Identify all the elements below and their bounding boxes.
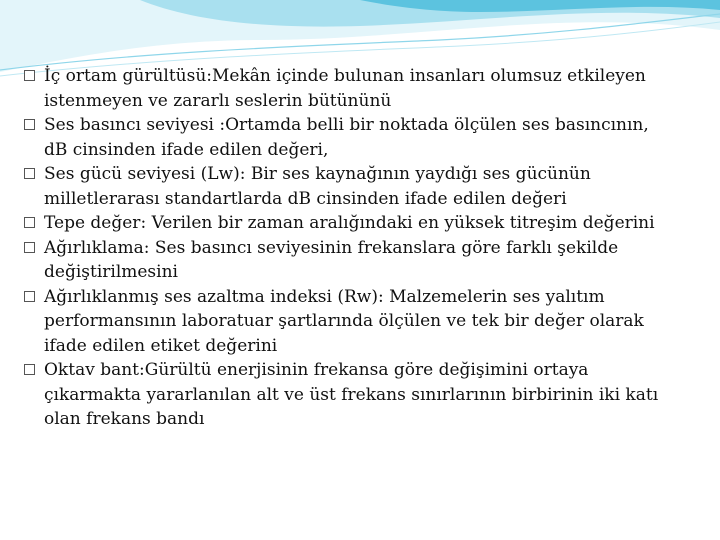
bullet-checkbox-icon [24, 70, 35, 81]
bullet-checkbox-icon [24, 217, 35, 228]
bullet-text: Ses basıncı seviyesi :Ortamda belli bir noktada ölçülen ses basıncının, dB cinsinden ifade edilen değeri, [44, 115, 649, 160]
bullet-item [24, 64, 704, 113]
bullet-checkbox-icon [24, 168, 35, 179]
bullet-text: Ağırlıklanmış ses azaltma indeksi (Rw): Malzemelerin ses yalıtım performansının laboratuar şartlarında ölçülen ve tek bir değer olarak ifade edilen etiket değerini [44, 286, 644, 356]
bullet-item [24, 236, 704, 285]
bullet-item [24, 162, 704, 211]
bullet-item [24, 285, 704, 359]
bullet-text: Ağırlıklama: Ses basıncı seviyesinin frekanslara göre farklı şekilde değiştirilmesini [44, 237, 619, 282]
bullet-item [24, 113, 704, 162]
bullet-checkbox-icon [24, 242, 35, 253]
bullet-list [24, 64, 704, 432]
bullet-text: Tepe değer: Verilen bir zaman aralığındaki en yüksek titreşim değerini [44, 213, 655, 233]
bullet-checkbox-icon [24, 119, 35, 130]
bullet-text: İç ortam gürültüsü:Mekân içinde bulunan insanları olumsuz etkileyen istenmeyen ve zararlı seslerin bütününü [44, 66, 646, 111]
bullet-text: Ses gücü seviyesi (Lw): Bir ses kaynağının yaydığı ses gücünün milletlerarası standartlarda dB cinsinden ifade edilen değeri [44, 164, 591, 209]
bullet-item [24, 358, 704, 432]
bullet-checkbox-icon [24, 364, 35, 375]
bullet-checkbox-icon [24, 291, 35, 302]
bullet-text: Oktav bant:Gürültü enerjisinin frekansa göre değişimini ortaya çıkarmakta yararlanılan alt ve üst frekans sınırlarının birbirinin iki katı olan frekans bandı [44, 360, 659, 429]
bullet-item [24, 211, 704, 236]
